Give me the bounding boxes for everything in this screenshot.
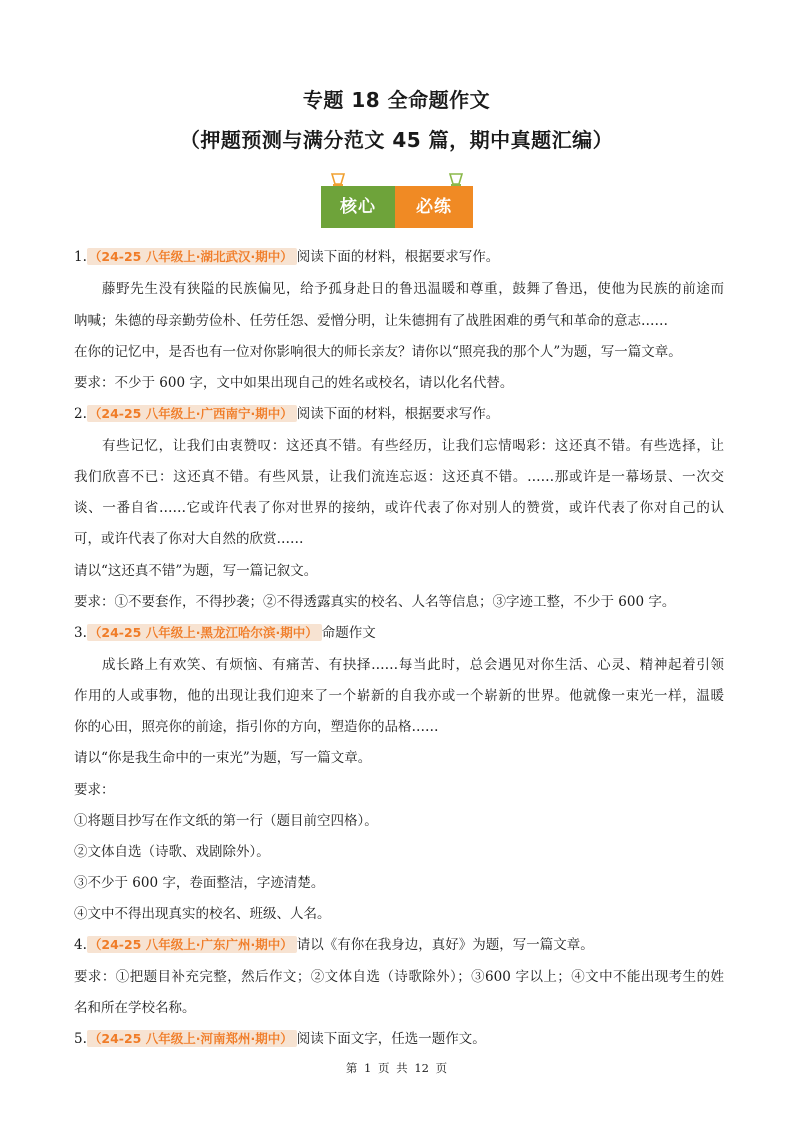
question-header [74,247,724,267]
source-tag: （24-25 八年级上·广东广州·期中） [87,936,297,953]
question-lead: 命题作文 [321,625,376,641]
paragraph-line: 成长路上有欢笑、有烦恼、有痛苦、有抉择……每当此时，总会遇见对你生活、心灵、精神起着引领 [102,657,724,673]
question-number: 2. [74,406,87,422]
question-lead: 阅读下面的材料，根据要求写作。 [296,406,500,422]
requirement-line: ②文体自选（诗歌、戏剧除外）。 [74,844,270,860]
question-number: 3. [74,625,87,641]
requirement-line: 要求：不少于 600 字，文中如果出现自己的姓名或校名，请以化名代替。 [74,375,514,391]
page-title: 专题 18 全命题作文 [302,88,491,112]
requirement-line: ①将题目抄写在作文纸的第一行（题目前空四格）。 [74,813,378,829]
requirement-line: 要求：①不要套作，不得抄袭；②不得透露真实的校名、人名等信息；③字迹工整，不少于 600 字。 [74,594,676,610]
requirement-line: 要求： [74,782,115,798]
paragraph-line: 请以“这还真不错”为题，写一篇记叙文。 [74,563,318,579]
paragraph-line: 谈、一番自省……它或许代表了你对世界的接纳，或许代表了你对别人的赞赏，或许代表了你对自己的认 [74,500,724,516]
paragraph-line: 我们欣喜不已：这还真不错。有些风景，让我们流连忘返：这还真不错。……那或许是一幕场景、一次交 [74,469,724,485]
question-number: 1. [74,249,87,265]
question-number: 5. [74,1031,87,1047]
page-footer: 第 1 页 共 12 页 [345,1061,448,1075]
question-number: 4. [74,937,87,953]
core-practice-badge [321,186,473,228]
question-lead: 阅读下面文字，任选一题作文。 [296,1031,486,1047]
badge-core-label: 核心 [321,186,395,228]
requirement-line: ③不少于 600 字，卷面整洁，字迹清楚。 [74,875,325,891]
paragraph-line: 藤野先生没有狭隘的民族偏见，给予孤身赴日的鲁迅温暖和尊重，鼓舞了鲁迅，使他为民族的前途而 [102,281,724,297]
source-tag: （24-25 八年级上·黑龙江哈尔滨·期中） [87,624,322,641]
source-tag: （24-25 八年级上·河南郑州·期中） [87,1030,297,1047]
paragraph-line: 请以“你是我生命中的一束光”为题，写一篇文章。 [74,750,372,766]
paragraph-line: 你的心田，照亮你的前途，指引你的方向，塑造你的品格…… [74,719,439,735]
page-subtitle: （押题预测与满分范文 45 篇，期中真题汇编） [179,128,614,152]
source-tag: （24-25 八年级上·广西南宁·期中） [87,405,297,422]
requirement-line: ④文中不得出现真实的校名、班级、人名。 [74,906,331,922]
question-lead: 阅读下面的材料，根据要求写作。 [296,249,500,265]
paragraph-line: 作用的人或事物，他的出现让我们迎来了一个崭新的自我亦或一个崭新的世界。他就像一束光一样，温暖 [74,688,724,704]
question-header [74,404,724,424]
question-header [74,1029,724,1049]
paragraph-line: 有些记忆，让我们由衷赞叹：这还真不错。有些经历，让我们忘情喝彩：这还真不错。有些选择，让 [102,438,724,454]
question-lead: 请以《有你在我身边，真好》为题，写一篇文章。 [296,937,594,953]
requirement-line: 名和所在学校名称。 [74,1000,196,1016]
paragraph-line: 呐喊；朱德的母亲勤劳俭朴、任劳任怨、爱憎分明，让朱德拥有了战胜困难的勇气和革命的意志…… [74,313,668,329]
question-header [74,935,724,955]
source-tag: （24-25 八年级上·湖北武汉·期中） [87,248,297,265]
requirement-line: 要求：①把题目补充完整，然后作文；②文体自选（诗歌除外）；③600 字以上；④文中不能出现考生的姓 [74,969,724,985]
question-header [74,623,724,643]
paragraph-line: 在你的记忆中，是否也有一位对你影响很大的师长亲友？请你以“照亮我的那个人”为题，写一篇文章。 [74,344,682,360]
paragraph-line: 可，或许代表了你对大自然的欣赏…… [74,531,304,547]
badge-practice-label: 必练 [395,186,473,228]
